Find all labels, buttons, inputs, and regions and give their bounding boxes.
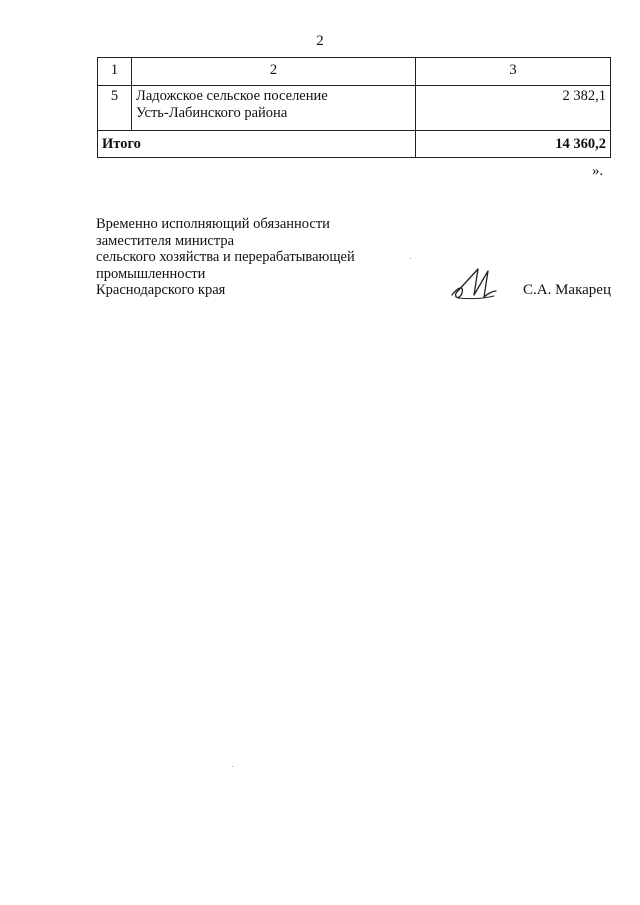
page-number: 2 [316,33,324,49]
row-amount: 2 382,1 [416,86,611,131]
signer-name: С.А. Макарец [523,282,611,298]
scan-speck [410,258,411,259]
header-col-1: 1 [98,58,132,86]
position-line: сельского хозяйства и перерабатывающей [96,249,355,265]
position-line: промышленности [96,265,206,282]
table-row [98,86,611,131]
total-label: Итого [98,131,416,158]
header-col-2: 2 [132,58,416,86]
header-col-3: 3 [416,58,611,86]
row-number: 5 [98,86,132,131]
position-line: заместителя министра [96,232,235,249]
row-name [132,86,416,131]
position-line: Временно исполняющий обязанности [96,216,330,232]
handwritten-signature [448,265,500,305]
row-name-line-1: Ладожское сельское поселение [136,88,328,104]
total-amount: 14 360,2 [416,131,611,158]
row-name-line-2: Усть-Лабинского района [136,105,288,121]
total-row [98,131,611,158]
table-header-row [98,58,611,86]
scan-speck [232,766,233,767]
position-line: Краснодарского края [96,282,226,298]
signatory-position [96,216,386,299]
allocation-table [97,57,611,158]
closing-quote: ». [592,163,604,179]
